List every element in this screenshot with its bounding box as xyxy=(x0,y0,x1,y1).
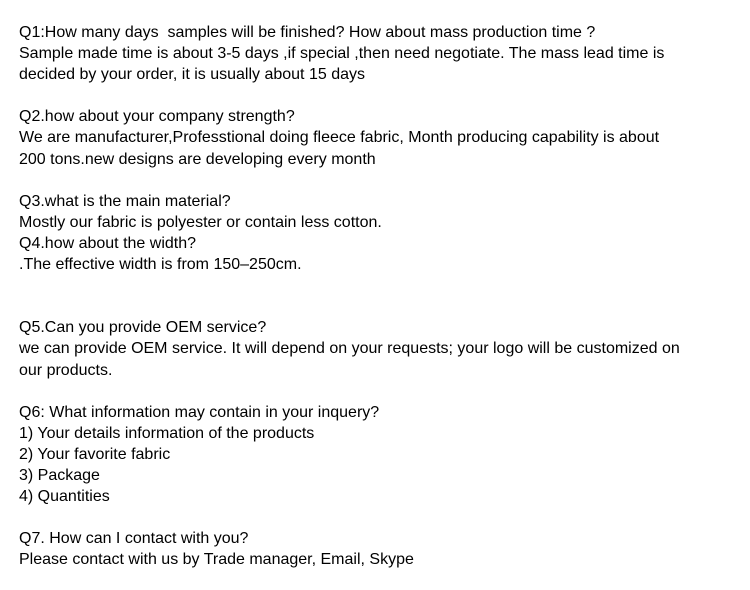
q6-list-item: 4) Quantities xyxy=(19,488,110,506)
q6-list-item: 2) Your favorite fabric xyxy=(19,445,171,463)
q6-question: Q6: What information may contain in your inquery? xyxy=(19,403,380,421)
q6-list-item: 1) Your details information of the products xyxy=(19,424,315,442)
spacer xyxy=(19,170,747,191)
q5-question: Q5.Can you provide OEM service? xyxy=(19,319,267,337)
q7-answer: Please contact with us by Trade manager, Email, Skype xyxy=(19,551,414,569)
spacer xyxy=(19,85,747,106)
q6-list-item: 3) Package xyxy=(19,466,100,484)
q3-answer: Mostly our fabric is polyester or contain less cotton. xyxy=(19,213,382,231)
q1-question: Q1:How many days samples will be finished? How about mass production time ? xyxy=(19,24,596,41)
spacer xyxy=(19,507,747,528)
q1-answer-line-2: decided by your order, it is usually about 15 days xyxy=(19,66,365,84)
q4-answer: .The effective width is from 150–250cm. xyxy=(19,256,302,274)
q1-answer-line-1: Sample made time is about 3-5 days ,if special ,then need negotiate. The mass lead time is xyxy=(19,45,665,63)
q2-answer-line-2: 200 tons.new designs are developing every month xyxy=(19,150,376,168)
spacer xyxy=(19,381,747,402)
q2-answer-line-1: We are manufacturer,Professtional doing fleece fabric, Month producing capability is about xyxy=(19,129,660,147)
spacer xyxy=(19,275,747,317)
q5-answer-line-1: we can provide OEM service. It will depend on your requests; your logo will be customized on xyxy=(19,340,680,358)
q5-answer-line-2: our products. xyxy=(19,361,113,379)
q7-question: Q7. How can I contact with you? xyxy=(19,530,249,548)
faq-document xyxy=(19,22,747,570)
q3-question: Q3.what is the main material? xyxy=(19,192,231,210)
q4-question: Q4.how about the width? xyxy=(19,234,197,252)
q2-question: Q2.how about your company strength? xyxy=(19,108,295,126)
